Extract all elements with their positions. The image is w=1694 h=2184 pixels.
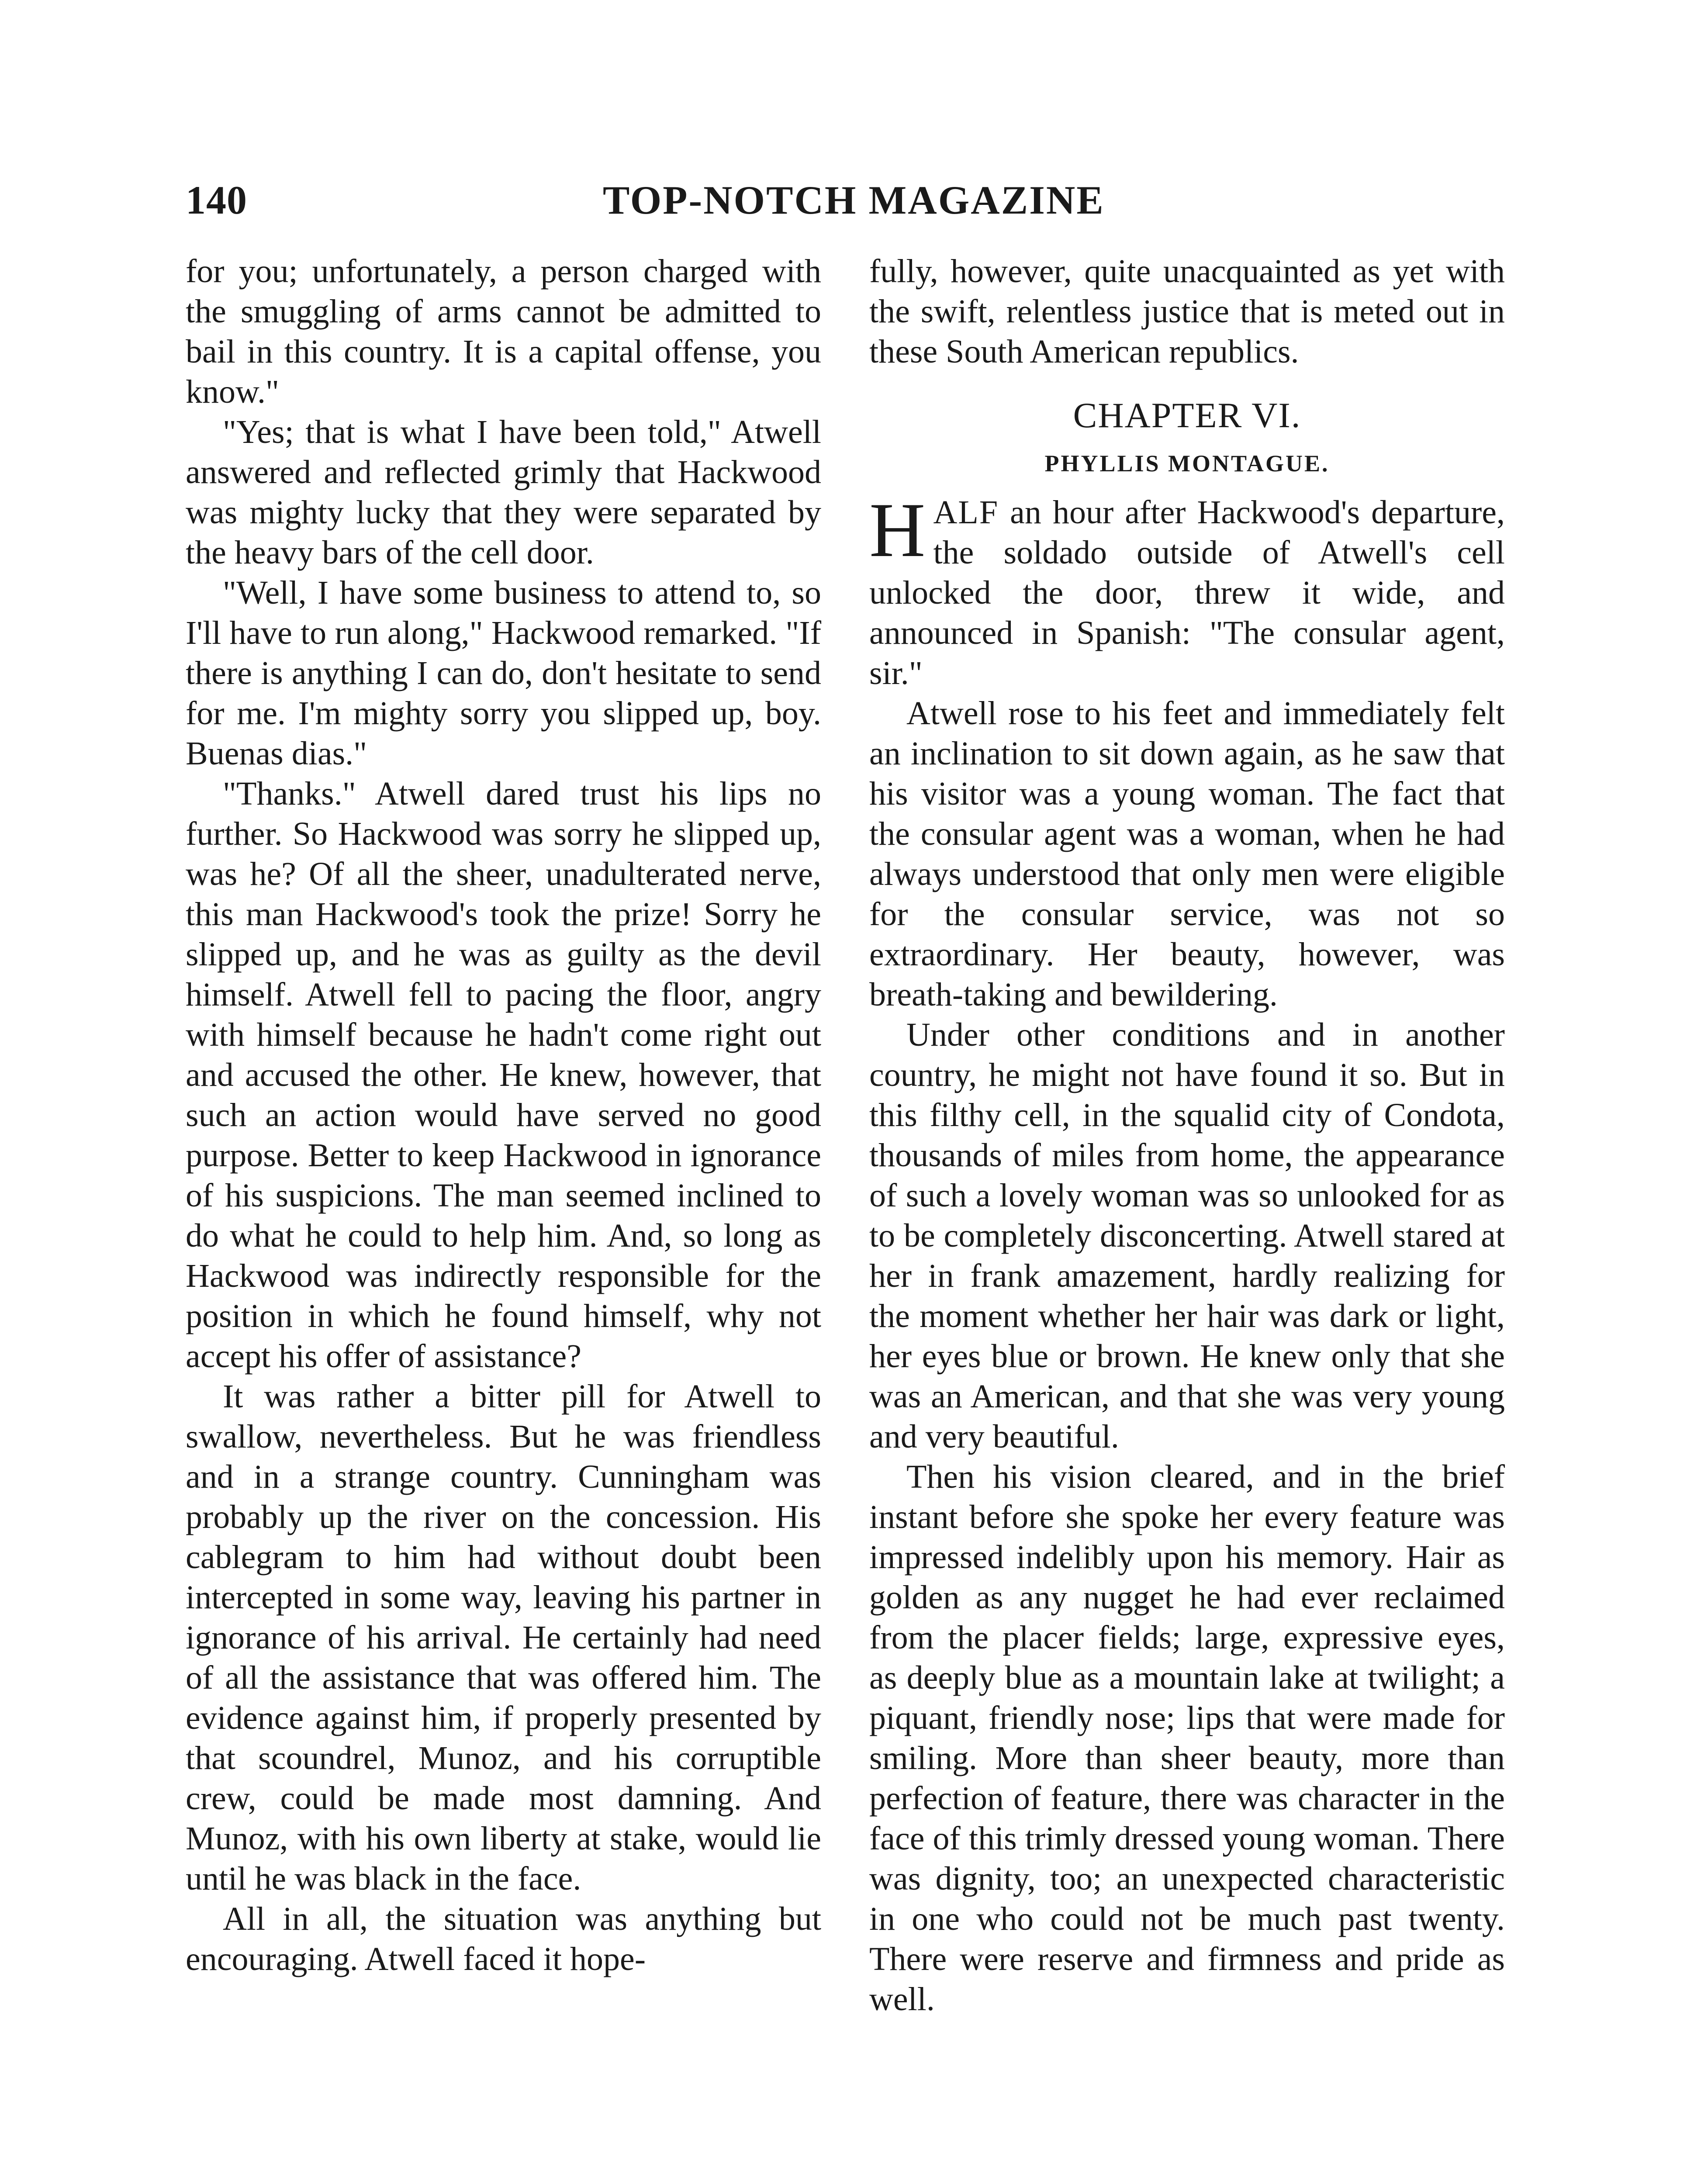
paragraph: for you; unfortunately, a person charged with the smuggling of arms cannot be admitted to bail in this country. It is a capital offense, you know." <box>186 253 821 410</box>
paragraph: "Well, I have some business to attend to, so I'll have to run along," Hackwood remarked. "If there is anything I can do, don't hesitate to send for me. I'm mighty sorry you slipped up, boy. Buenas dias." <box>186 574 821 772</box>
paragraph: "Yes; that is what I have been told," Atwell answered and reflected grimly that Hackwood was mighty lucky that they were separated by the heavy bars of the cell door. <box>186 414 821 571</box>
paragraph: Atwell rose to his feet and immediately felt an inclination to sit down again, as he saw that his visitor was a young woman. The fact that the consular agent was a woman, when he had always understood that only men were eligible for the consular service, was not so extraordinary. Her beauty, however, was breath-taking and bewildering. <box>869 695 1505 1013</box>
opening-lead: ALF <box>933 494 999 531</box>
drop-cap: H <box>869 487 926 573</box>
continuation-paragraph: fully, however, quite unacquainted as yet with the swift, relentless justice that is meted out in these South American republics. <box>869 253 1505 370</box>
paragraph: Under other conditions and in another country, he might not have found it so. But in this filthy cell, in the squalid city of Condota, thousands of miles from home, the appearance of such a lovely woman was so unlooked for as to be completely disconcerting. Atwell stared at her in frank amazement, hardly realizing for the moment whether her hair was dark or light, her eyes blue or brown. He knew only that she was an American, and that she was very young and very beautiful. <box>869 1016 1505 1455</box>
chapter-opening-paragraph <box>869 487 1505 693</box>
page-number: 140 <box>186 178 247 222</box>
left-column <box>186 251 821 1979</box>
paragraph: "Thanks." Atwell dared trust his lips no further. So Hackwood was sorry he slipped up, was he? Of all the sheer, unadulterated nerve, this man Hackwood's took the prize! Sorry he slipped up, and he was as guilty as the devil himself. Atwell fell to pacing the floor, angry with himself because he hadn't come right out and accused the other. He knew, however, that such an action would have served no good purpose. Better to keep Hackwood in ignorance of his suspicions. The man seemed inclined to do what he could to help him. And, so long as Hackwood was indirectly responsible for the position in which he found himself, why not accept his offer of assistance? <box>186 775 821 1375</box>
right-column <box>869 251 1505 2019</box>
chapter-subtitle: PHYLLIS MONTAGUE. <box>1044 450 1330 477</box>
paragraph: Then his vision cleared, and in the brief instant before she spoke her every feature was impressed indelibly upon his memory. Hair as golden as any nugget he had ever reclaimed from the placer fields; large, expressive eyes, as deeply blue as a mountain lake at twilight; a piquant, friendly nose; lips that were made for smiling. More than sheer beauty, more than perfection of feature, there was character in the face of this trimly dressed young woman. There was dignity, too; an unexpected characteristic in one who could not be much past twenty. There were reserve and firmness and pride as well. <box>869 1458 1505 2018</box>
paragraph: All in all, the situation was anything but encouraging. Atwell faced it hope- <box>186 1901 821 1977</box>
paragraph: It was rather a bitter pill for Atwell to swallow, nevertheless. But he was friendless and in a strange country. Cunningham was probably up the river on the concession. His cablegram to him had without doubt been intercepted in some way, leaving his partner in ignorance of his arrival. He certainly had need of all the assistance that was offered him. The evidence against him, if properly presented by that scoundrel, Munoz, and his corruptible crew, could be made most damning. And Munoz, with his own liberty at stake, would lie until he was black in the face. <box>186 1378 821 1897</box>
running-head: TOP-NOTCH MAGAZINE <box>603 178 1105 222</box>
chapter-title: CHAPTER VI. <box>1073 395 1301 435</box>
opening-text: an hour after Hackwood's departure, the soldado outside of Atwell's cell unlocked the door, threw it wide, and announced in Spanish: "The consular agent, sir." <box>869 494 1505 691</box>
